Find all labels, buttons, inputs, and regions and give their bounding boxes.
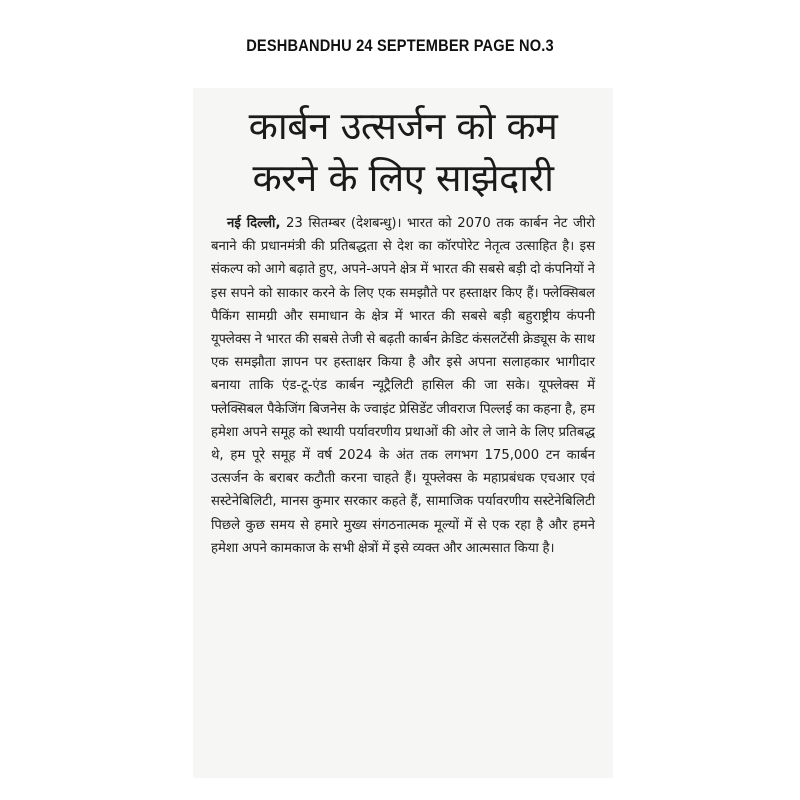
page-caption: DESHBANDHU 24 SEPTEMBER PAGE NO.3 bbox=[246, 36, 554, 55]
article-dateline: नई दिल्ली, bbox=[227, 216, 281, 231]
headline-line-2: करने के लिए साझेदारी bbox=[252, 156, 554, 200]
article-body bbox=[211, 212, 595, 560]
article-headline bbox=[211, 100, 595, 204]
newspaper-clipping bbox=[193, 88, 613, 778]
article-text: 23 सितम्बर (देशबन्धु)। भारत को 2070 तक कार्बन नेट जीरो बनाने की प्रधानमंत्री की प्रतिबद्धता से देश का कॉरपोरेट नेतृत्व उत्साहित है। इस संकल्प को आगे बढ़ाते हुए, अपने-अपने क्षेत्र में भारत की सबसे बड़ी दो कंपनियों ने इस सपने को साकार करने के लिए एक समझौते पर हस्ताक्षर किए हैं। फ्लेक्सिबल पैकिंग सामग्री और समाधान के क्षेत्र में भारत की सबसे बड़ी बहुराष्ट्रीय कंपनी यूफ्लेक्स ने भारत की सबसे तेजी से बढ़ती कार्बन क्रेडिट कंसलटेंसी क्रेड्यूस के साथ एक समझौता ज्ञापन पर हस्ताक्षर किया है और इसे अपना सलाहकार भागीदार बनाया ताकि एंड-टू-एंड कार्बन न्यूट्रैलिटी हासिल की जा सके। यूफ्लेक्स में फ्लेक्सिबल पैकेजिंग बिजनेस के ज्वाइंट प्रेसिडेंट जीवराज पिल्लई का कहना है, हम हमेशा अपने समूह को स्थायी पर्यावरणीय प्रथाओं की ओर ले जाने के लिए प्रतिबद्ध थे, हम पूरे समूह में वर्ष 2024 के अंत तक लगभग 175,000 टन कार्बन उत्सर्जन के बराबर कटौती करना चाहते हैं। यूफ्लेक्स के महाप्रबंधक एचआर एवं सस्टेनेबिलिटी, मानस कुमार सरकार कहते हैं, सामाजिक पर्यावरणीय सस्टेनेबिलिटी पिछले कुछ समय से हमारे मुख्य संगठनात्मक मूल्यों में से एक रहा है और हमने हमेशा अपने कामकाज के सभी क्षेत्रों में इसे व्यक्त और आत्मसात किया है। bbox=[211, 216, 595, 556]
headline-line-1: कार्बन उत्सर्जन को कम bbox=[248, 104, 558, 148]
